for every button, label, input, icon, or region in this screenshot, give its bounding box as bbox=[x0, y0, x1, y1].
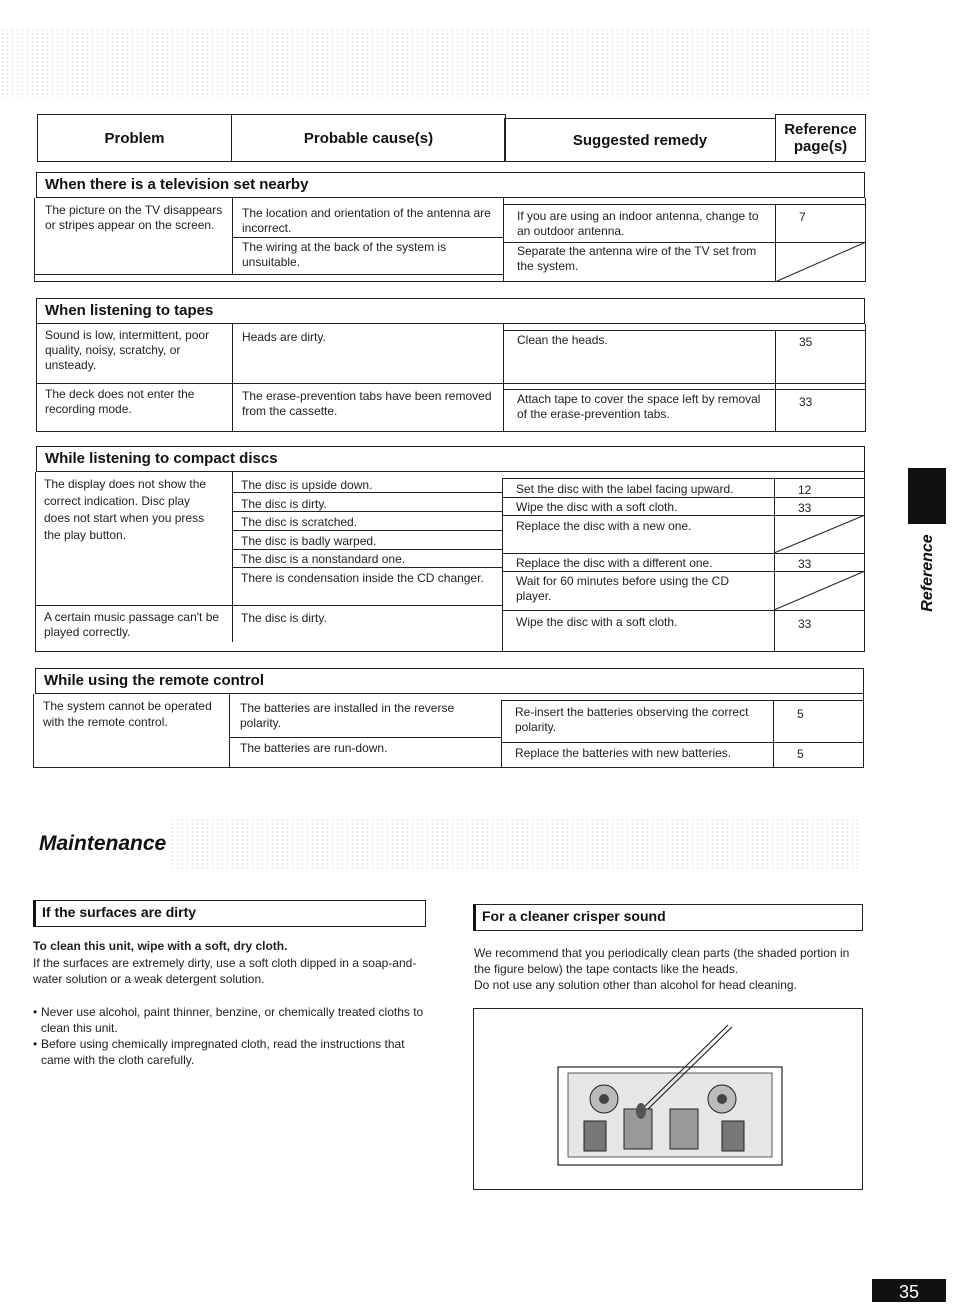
cd-ref-3: 33 bbox=[798, 557, 812, 571]
tapes-problem-2: The deck does not enter the recording mode. bbox=[45, 387, 195, 416]
cd-cause-1: The disc is upside down. bbox=[241, 478, 373, 492]
cd-ref-4: 33 bbox=[798, 617, 812, 631]
maintenance-title: Maintenance bbox=[39, 832, 167, 855]
cd-remedy-5: Wait for 60 minutes before using the CD player. bbox=[516, 574, 729, 603]
cd-remedy-1: Set the disc with the label facing upward. bbox=[516, 482, 734, 496]
remote-remedy-1: Re-insert the batteries observing the correct polarity. bbox=[515, 705, 749, 734]
tv-cause-2: The wiring at the back of the system is unsuitable. bbox=[242, 240, 447, 269]
section-title-tapes: When listening to tapes bbox=[36, 298, 865, 324]
tapes-cause-1: Heads are dirty. bbox=[242, 330, 326, 344]
remote-ref-1: 5 bbox=[797, 707, 804, 721]
cd-remedy-2: Wipe the disc with a soft cloth. bbox=[516, 500, 678, 514]
cd-problem-2: A certain music passage can't be played correctly. bbox=[44, 610, 220, 639]
surfaces-heading: If the surfaces are dirty bbox=[33, 900, 426, 927]
section-title-remote: While using the remote control bbox=[35, 668, 864, 694]
remote-ref-2: 5 bbox=[797, 747, 804, 761]
tape-mechanism-illustration bbox=[474, 1009, 862, 1189]
surfaces-bullet-2: • Before using chemically impregnated cloth, read the instructions that came with the cloth carefully. bbox=[33, 1037, 405, 1067]
tapes-ref-2: 33 bbox=[799, 395, 813, 409]
tv-remedy-1: If you are using an indoor antenna, change to an outdoor antenna. bbox=[517, 209, 759, 238]
cd-ref-1: 12 bbox=[798, 483, 812, 497]
tv-ref-2-empty bbox=[775, 242, 866, 282]
cd-remedy-6: Wipe the disc with a soft cloth. bbox=[516, 615, 678, 629]
remote-remedy-2: Replace the batteries with new batteries. bbox=[515, 746, 732, 760]
header-reference: Reference page(s) bbox=[775, 114, 866, 162]
tapes-remedy-2: Attach tape to cover the space left by removal of the erase-prevention tabs. bbox=[517, 392, 761, 421]
tv-cause-1: The location and orientation of the antenna are incorrect. bbox=[242, 206, 491, 235]
cd-remedy-3: Replace the disc with a new one. bbox=[516, 519, 692, 533]
remote-problem: The system cannot be operated with the remote control. bbox=[43, 699, 212, 729]
tapes-cause-2: The erase-prevention tabs have been removed from the cassette. bbox=[242, 389, 492, 418]
tv-ref-1: 7 bbox=[799, 210, 806, 224]
tapes-ref-1: 35 bbox=[799, 335, 813, 349]
header-problem: Problem bbox=[37, 114, 232, 162]
header-cause: Probable cause(s) bbox=[231, 114, 506, 162]
surfaces-bold-line: To clean this unit, wipe with a soft, dry cloth. bbox=[33, 939, 288, 953]
tapes-problem-1: Sound is low, intermittent, poor quality, noisy, scratchy, or unsteady. bbox=[45, 328, 210, 372]
surfaces-bullet-1: • Never use alcohol, paint thinner, benzine, or chemically treated cloths to clean this unit. bbox=[33, 1005, 424, 1035]
reference-side-tab bbox=[908, 468, 946, 612]
tab-label: Reference bbox=[919, 534, 936, 612]
cleaner-para-1: We recommend that you periodically clean parts (the shaded portion in the figure below) the tape contacts like the heads. bbox=[474, 946, 850, 976]
cd-remedy-4: Replace the disc with a different one. bbox=[516, 556, 713, 570]
cd-cause-5: The disc is a nonstandard one. bbox=[241, 552, 406, 566]
section-title-cd: While listening to compact discs bbox=[36, 446, 865, 472]
cd-problem-1: The display does not show the correct indication. Disc play does not start when you press the play button. bbox=[44, 477, 207, 542]
header-remedy: Suggested remedy bbox=[504, 118, 776, 162]
remote-cause-2: The batteries are run-down. bbox=[240, 741, 388, 755]
cd-cause-6: There is condensation inside the CD changer. bbox=[241, 571, 484, 585]
tv-problem: The picture on the TV disappears or stripes appear on the screen. bbox=[45, 203, 223, 232]
cd-cause-2: The disc is dirty. bbox=[241, 497, 327, 511]
table-header bbox=[37, 114, 866, 162]
remote-cause-1: The batteries are installed in the reverse polarity. bbox=[240, 701, 455, 730]
cd-ref-empty-1 bbox=[774, 515, 865, 553]
maintenance-texture bbox=[170, 818, 860, 870]
cd-cause-7: The disc is dirty. bbox=[241, 611, 327, 625]
section-title-tv: When there is a television set nearby bbox=[36, 172, 865, 198]
tapes-remedy-1: Clean the heads. bbox=[517, 333, 608, 347]
surfaces-para: If the surfaces are extremely dirty, use a soft cloth dipped in a soap-and-water solution or a weak detergent solution. bbox=[33, 956, 417, 986]
cd-ref-2: 33 bbox=[798, 501, 812, 515]
cleaner-para-2: Do not use any solution other than alcohol for head cleaning. bbox=[474, 978, 797, 992]
cd-cause-4: The disc is badly warped. bbox=[241, 534, 377, 548]
cd-cause-3: The disc is scratched. bbox=[241, 515, 358, 529]
cd-ref-empty-2 bbox=[774, 571, 865, 610]
tape-head-figure bbox=[473, 1008, 863, 1190]
header-texture bbox=[0, 28, 870, 98]
tv-remedy-2: Separate the antenna wire of the TV set from the system. bbox=[517, 244, 757, 273]
cleaner-heading: For a cleaner crisper sound bbox=[473, 904, 863, 931]
page-number: 35 bbox=[872, 1279, 946, 1302]
